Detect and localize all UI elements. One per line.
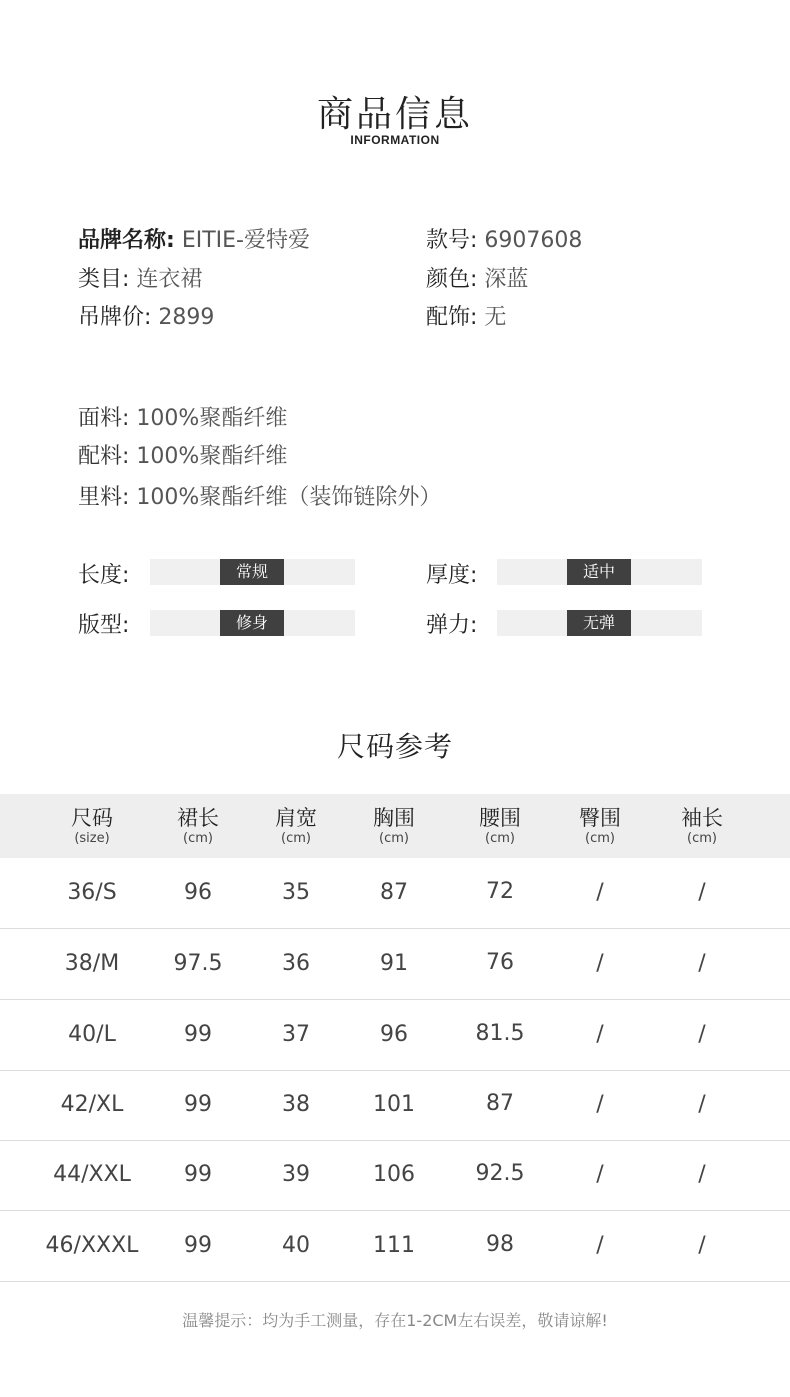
thickness-scale xyxy=(497,559,702,585)
cell-hip: / xyxy=(596,1233,604,1258)
cell-bust: 111 xyxy=(373,1233,415,1258)
model-value: 6907608 xyxy=(484,228,583,253)
header-hip-label: 臀围 xyxy=(579,806,621,830)
header-dress-length-unit: (cm) xyxy=(183,831,213,846)
cell-waist: 98 xyxy=(486,1232,514,1257)
lining-label: 里料: xyxy=(78,485,130,510)
lining-value: 100%聚酯纤维（装饰链除外） xyxy=(136,485,442,510)
header-sleeve-label: 袖长 xyxy=(681,806,723,830)
color-value: 深蓝 xyxy=(484,267,529,292)
page-subtitle: INFORMATION xyxy=(350,133,440,147)
cell-dress-length: 99 xyxy=(184,1022,212,1047)
cell-hip: / xyxy=(596,1022,604,1047)
cell-sleeve: / xyxy=(698,1022,706,1047)
cell-waist: 87 xyxy=(486,1091,514,1116)
header-dress-length xyxy=(148,794,248,847)
elasticity-label: 弹力: xyxy=(426,613,478,638)
cell-size: 44/XXL xyxy=(53,1162,131,1187)
tag-price-line xyxy=(78,300,214,331)
cell-bust: 91 xyxy=(380,951,408,976)
cell-size: 40/L xyxy=(68,1022,116,1047)
brand-label: 品牌名称: xyxy=(78,228,175,253)
lining-line xyxy=(78,480,441,511)
cell-sleeve: / xyxy=(698,951,706,976)
header-hip-unit: (cm) xyxy=(585,831,615,846)
header-shoulder-unit: (cm) xyxy=(281,831,311,846)
cell-hip: / xyxy=(596,880,604,905)
cell-hip: / xyxy=(596,1162,604,1187)
table-row xyxy=(0,858,790,929)
cell-bust: 106 xyxy=(373,1162,415,1187)
fabric-label: 面料: xyxy=(78,406,130,431)
header-sleeve-unit: (cm) xyxy=(687,831,717,846)
brand-line xyxy=(78,223,310,254)
header-bust-label: 胸围 xyxy=(373,806,415,830)
category-label: 类目: xyxy=(78,267,130,292)
cell-dress-length: 97.5 xyxy=(173,951,223,976)
cell-waist: 72 xyxy=(486,879,514,904)
cell-hip: / xyxy=(596,1092,604,1117)
cell-sleeve: / xyxy=(698,1162,706,1187)
thickness-value-tag: 适中 xyxy=(567,559,631,585)
cell-waist: 92.5 xyxy=(475,1161,525,1186)
table-row xyxy=(0,1140,790,1211)
cell-shoulder: 38 xyxy=(282,1092,310,1117)
header-shoulder-label: 肩宽 xyxy=(275,806,317,830)
elasticity-value-tag: 无弹 xyxy=(567,610,631,636)
page-title: 商品信息 xyxy=(316,94,473,135)
header-shoulder xyxy=(246,794,346,847)
header-hip xyxy=(550,794,650,847)
cell-dress-length: 99 xyxy=(184,1092,212,1117)
cell-sleeve: / xyxy=(698,880,706,905)
accessory-line xyxy=(426,300,506,331)
cell-shoulder: 36 xyxy=(282,951,310,976)
cell-sleeve: / xyxy=(698,1233,706,1258)
cell-shoulder: 35 xyxy=(282,880,310,905)
cell-size: 38/M xyxy=(64,951,120,976)
accessory-label: 配饰: xyxy=(426,305,478,330)
header-size-unit: (size) xyxy=(74,831,110,846)
header-waist xyxy=(450,794,550,847)
cell-size: 46/XXXL xyxy=(45,1233,139,1258)
trim-value: 100%聚酯纤维 xyxy=(136,444,288,469)
color-label: 颜色: xyxy=(426,267,478,292)
cell-shoulder: 40 xyxy=(282,1233,310,1258)
cell-shoulder: 39 xyxy=(282,1162,310,1187)
header-waist-unit: (cm) xyxy=(485,831,515,846)
trim-line xyxy=(78,439,287,470)
cell-waist: 81.5 xyxy=(475,1021,525,1046)
cell-dress-length: 96 xyxy=(184,880,212,905)
fit-scale xyxy=(150,610,355,636)
header-sleeve xyxy=(652,794,752,847)
length-label: 长度: xyxy=(78,563,130,588)
cell-bust: 87 xyxy=(380,880,408,905)
trim-label: 配料: xyxy=(78,444,130,469)
category-line xyxy=(78,262,202,293)
cell-shoulder: 37 xyxy=(282,1022,310,1047)
fit-label: 版型: xyxy=(78,613,130,638)
cell-dress-length: 99 xyxy=(184,1233,212,1258)
color-line xyxy=(426,262,528,293)
cell-bust: 96 xyxy=(380,1022,408,1047)
fabric-value: 100%聚酯纤维 xyxy=(136,406,288,431)
size-table-header xyxy=(0,794,790,858)
table-row xyxy=(0,1070,790,1141)
header-size-label: 尺码 xyxy=(71,806,113,830)
cell-size: 36/S xyxy=(67,880,117,905)
fit-value-tag: 修身 xyxy=(220,610,284,636)
cell-dress-length: 99 xyxy=(184,1162,212,1187)
table-row xyxy=(0,1000,790,1071)
cell-hip: / xyxy=(596,951,604,976)
model-line xyxy=(426,223,582,254)
category-value: 连衣裙 xyxy=(136,267,203,292)
model-label: 款号: xyxy=(426,228,478,253)
header-waist-label: 腰围 xyxy=(479,806,521,830)
length-scale xyxy=(150,559,355,585)
cell-sleeve: / xyxy=(698,1092,706,1117)
thickness-label: 厚度: xyxy=(426,563,478,588)
brand-value: EITIE-爱特爱 xyxy=(181,228,310,253)
fabric-line xyxy=(78,401,287,432)
table-row xyxy=(0,929,790,1000)
elasticity-scale xyxy=(497,610,702,636)
table-row xyxy=(0,1211,790,1282)
header-bust xyxy=(344,794,444,847)
cell-size: 42/XL xyxy=(60,1092,124,1117)
tag-price-label: 吊牌价: xyxy=(78,305,152,330)
accessory-value: 无 xyxy=(484,305,507,330)
header-size xyxy=(42,794,142,847)
cell-waist: 76 xyxy=(486,950,514,975)
header-bust-unit: (cm) xyxy=(379,831,409,846)
length-value-tag: 常规 xyxy=(220,559,284,585)
size-chart-title: 尺码参考 xyxy=(336,730,453,763)
header-dress-length-label: 裙长 xyxy=(177,806,219,830)
tag-price-value: 2899 xyxy=(158,305,215,330)
measurement-tip: 温馨提示：均为手工测量，存在1-2CM左右误差，敬请谅解! xyxy=(182,1311,608,1330)
cell-bust: 101 xyxy=(373,1092,415,1117)
